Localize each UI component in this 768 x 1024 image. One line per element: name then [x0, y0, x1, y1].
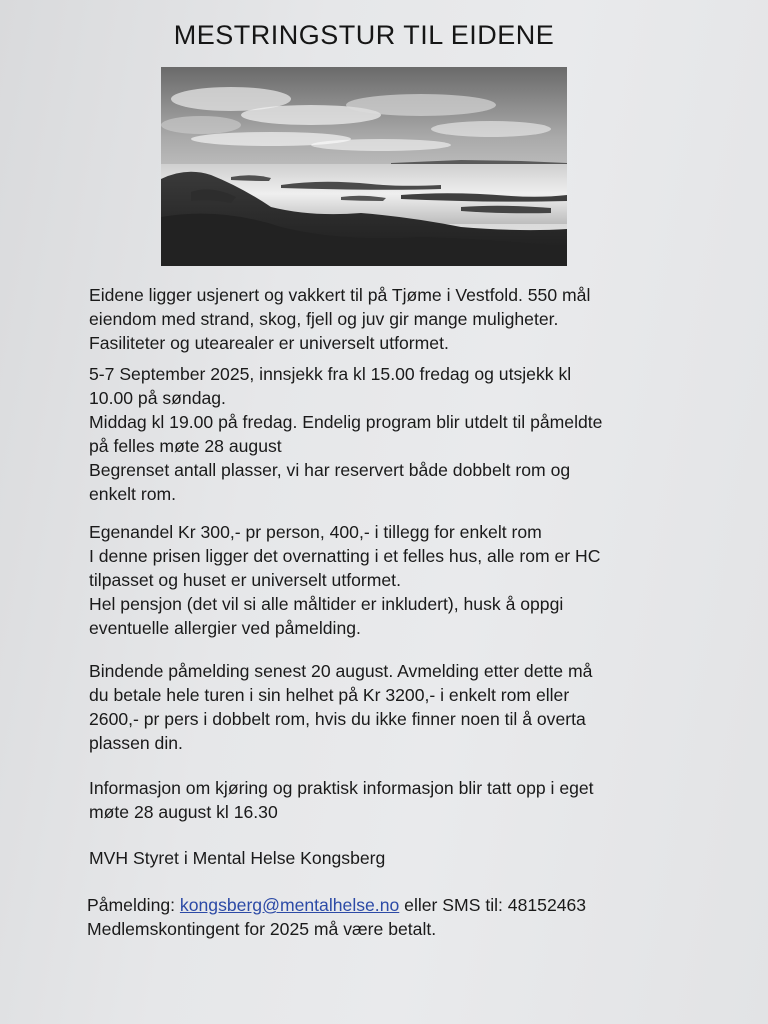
- binding-line: du betale hele turen i sin helhet på Kr 3200,- i enkelt rom eller: [89, 685, 570, 705]
- price-line: Egenandel Kr 300,- pr person, 400,- i tillegg for enkelt rom: [89, 522, 542, 542]
- membership-line: Medlemskontingent for 2025 må være betalt.: [87, 919, 437, 939]
- coastal-landscape-photo: [161, 67, 567, 266]
- intro-line: Fasiliteter og utearealer er universelt utformet.: [89, 333, 449, 353]
- price-line: eventuelle allergier ved påmelding.: [89, 618, 361, 638]
- intro-paragraph: [89, 283, 689, 355]
- schedule-paragraph: [89, 362, 689, 506]
- price-paragraph: [89, 520, 689, 640]
- signature: [89, 846, 689, 870]
- signup-line: [87, 893, 687, 917]
- info-line: møte 28 august kl 16.30: [89, 802, 278, 822]
- schedule-line: Middag kl 19.00 på fredag. Endelig program blir utdelt til påmeldte: [89, 412, 603, 432]
- schedule-line: på felles møte 28 august: [89, 436, 282, 456]
- info-line: Informasjon om kjøring og praktisk informasjon blir tatt opp i eget: [89, 778, 594, 798]
- binding-line: plassen din.: [89, 733, 183, 753]
- signature-line: MVH Styret i Mental Helse Kongsberg: [89, 848, 386, 868]
- schedule-line: Begrenset antall plasser, vi har reservert både dobbelt rom og: [89, 460, 571, 480]
- intro-line: eiendom med strand, skog, fjell og juv gir mange muligheter.: [89, 309, 559, 329]
- schedule-line: 5-7 September 2025, innsjekk fra kl 15.00 fredag og utsjekk kl: [89, 364, 572, 384]
- info-paragraph: [89, 776, 689, 824]
- landscape-illustration: [161, 67, 567, 266]
- binding-paragraph: [89, 659, 689, 755]
- price-line: I denne prisen ligger det overnatting i et felles hus, alle rom er HC: [89, 546, 601, 566]
- schedule-line: enkelt rom.: [89, 484, 177, 504]
- signup-prefix: Påmelding:: [87, 895, 176, 915]
- binding-line: 2600,- pr pers i dobbelt rom, hvis du ikke finner noen til å overta: [89, 709, 586, 729]
- signup-suffix: eller SMS til: 48152463: [404, 895, 587, 915]
- email-link[interactable]: kongsberg@mentalhelse.no: [179, 895, 400, 915]
- signup-section: [87, 893, 687, 941]
- schedule-line: 10.00 på søndag.: [89, 388, 226, 408]
- price-line: Hel pensjon (det vil si alle måltider er inkludert), husk å oppgi: [89, 594, 564, 614]
- binding-line: Bindende påmelding senest 20 august. Avmelding etter dette må: [89, 661, 593, 681]
- page-title: MESTRINGSTUR TIL EIDENE: [173, 20, 555, 50]
- intro-line: Eidene ligger usjenert og vakkert til på Tjøme i Vestfold. 550 mål: [89, 285, 591, 305]
- price-line: tilpasset og huset er universelt utformet.: [89, 570, 401, 590]
